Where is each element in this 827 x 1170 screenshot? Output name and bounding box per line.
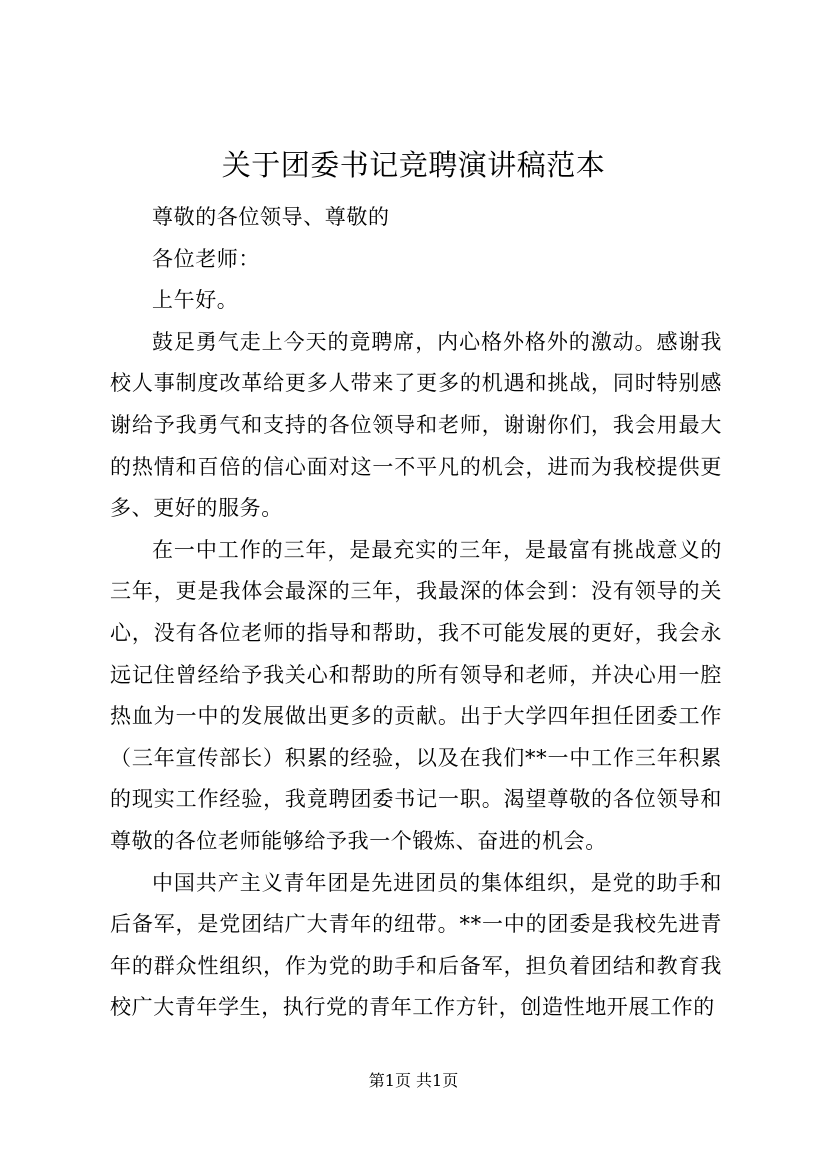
paragraph-2: 在一中工作的三年，是最充实的三年，是最富有挑战意义的三年，更是我体会最深的三年，我最深的体会到：没有领导的关心，没有各位老师的指导和帮助，我不可能发展的更好，我会永远记住曾经给予我关心和帮助的所有领导和老师，并决心用一腔热血为一中的发展做出更多的贡献。出于大学四年担任团委工作（三年宣传部长）积累的经验，以及在我们**一中工作三年积累的现实工作经验，我竟聘团委书记一职。渴望尊敬的各位领导和尊敬的各位老师能够给予我一个锻炼、奋进的机会。 (110, 537, 722, 853)
paragraph-3: 中国共产主义青年团是先进团员的集体组织，是党的助手和后备军，是党团结广大青年的纽带。**一中的团委是我校先进青年的群众性组织，作为党的助手和后备军，担负着团结和教育我校广大青年学生，执行党的青年工作方针，创造性地开展工作的 (110, 870, 722, 1020)
paragraph-salutation-2: 各位老师： (152, 246, 260, 271)
document-body (110, 197, 722, 1029)
document-title: 关于团委书记竞聘演讲稿范本 (221, 148, 606, 182)
page-footer: 第1页 共1页 (368, 1071, 459, 1090)
paragraph-greeting: 上午好。 (152, 288, 239, 313)
paragraph-salutation-1: 尊敬的各位领导、尊敬的 (152, 205, 390, 229)
paragraph-1: 鼓足勇气走上今天的竟聘席，内心格外格外的激动。感谢我校人事制度改革给更多人带来了更多的机遇和挑战，同时特别感谢给予我勇气和支持的各位领导和老师，谢谢你们，我会用最大的热情和百倍的信心面对这一不平凡的机会，进而为我校提供更多、更好的服务。 (110, 329, 722, 521)
